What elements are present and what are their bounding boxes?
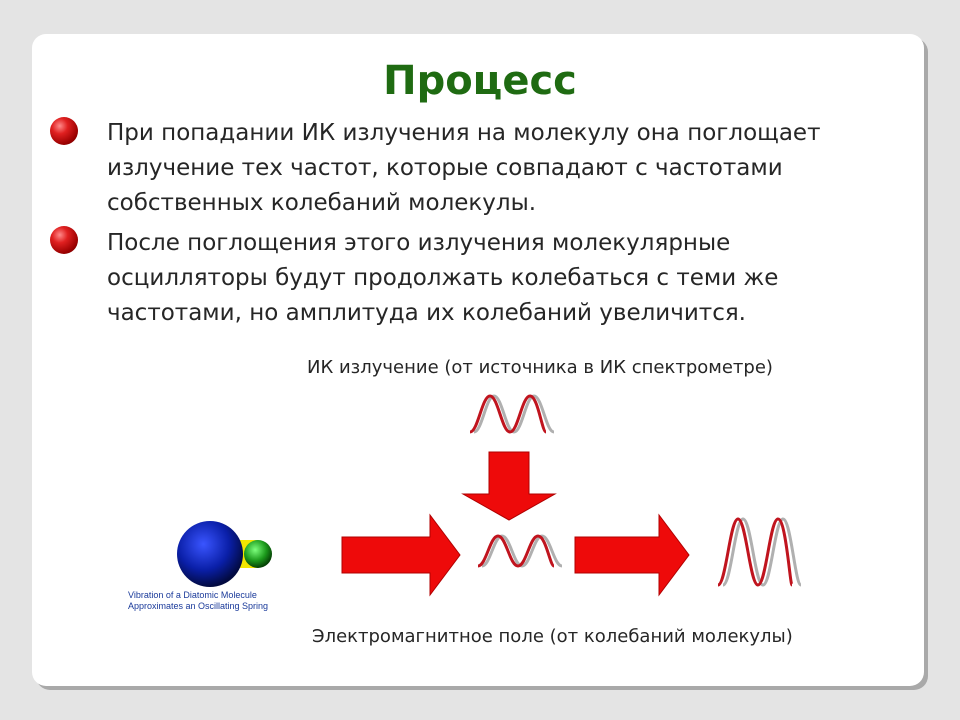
down-arrow-icon xyxy=(467,452,557,522)
molecule-caption-line-2: Approximates an Oscillating Spring xyxy=(128,601,269,611)
bullet-2-line-2: осцилляторы будут продолжать колебаться с теми же xyxy=(107,265,779,291)
amplified-wave-icon xyxy=(712,513,802,593)
bullet-2-text xyxy=(107,226,927,331)
slide-title: Процесс xyxy=(383,58,577,104)
bullet-1-line-3: собственных колебаний молекулы. xyxy=(107,190,537,216)
bullet-1-text xyxy=(107,116,927,221)
bullet-1-line-1: При попадании ИК излучения на молекулу она поглощает xyxy=(107,120,821,146)
bullet-2-line-3: частотами, но амплитуда их колебаний увеличится. xyxy=(107,300,746,326)
right-arrow-icon xyxy=(342,515,462,595)
em-field-caption: Электромагнитное поле (от колебаний молекулы) xyxy=(312,626,793,647)
molecule-caption-line-1: Vibration of a Diatomic Molecule xyxy=(128,590,257,600)
bullet-marker-icon xyxy=(50,117,78,145)
bullet-marker-icon xyxy=(50,226,78,254)
incoming-wave-icon xyxy=(466,392,556,442)
bullet-1-line-2: излучение тех частот, которые совпадают с частотами xyxy=(107,155,783,181)
resonant-wave-icon xyxy=(474,532,564,572)
ir-radiation-caption: ИК излучение (от источника в ИК спектрометре) xyxy=(307,357,773,378)
diatomic-molecule-icon xyxy=(170,518,280,598)
bullet-2-line-1: После поглощения этого излучения молекулярные xyxy=(107,230,731,256)
molecule-caption xyxy=(128,590,268,612)
right-arrow-icon xyxy=(575,515,695,595)
